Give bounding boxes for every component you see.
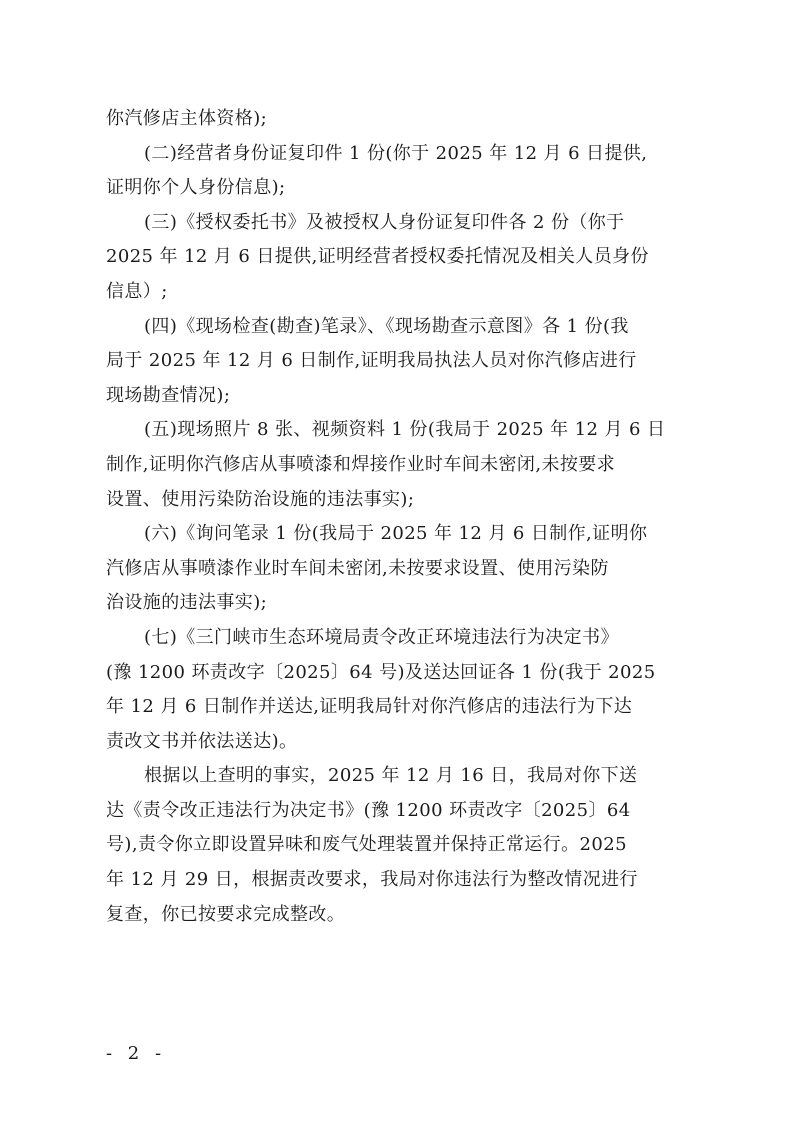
text-line: 局于 2025 年 12 月 6 日制作,证明我局执法人员对你汽修店进行 bbox=[106, 350, 637, 372]
page-number: - 2 - bbox=[106, 1043, 167, 1064]
text-line: 设置、使用污染防治设施的违法事实); bbox=[106, 488, 415, 510]
text-line: 证明你个人身份信息); bbox=[106, 177, 286, 199]
text-line: 2025 年 12 月 6 日提供,证明经营者授权委托情况及相关人员身份 bbox=[106, 246, 649, 268]
text-line: (六)《询问笔录 1 份(我局于 2025 年 12 月 6 日制作,证明你 bbox=[144, 523, 648, 545]
text-line: (四)《现场检查(勘查)笔录》、《现场勘查示意图》各 1 份(我 bbox=[144, 315, 629, 337]
text-line: 根据以上查明的事实，2025 年 12 月 16 日，我局对你下送 bbox=[144, 765, 638, 787]
text-line: (三)《授权委托书》及被授权人身份证复印件各 2 份（你于 bbox=[144, 211, 625, 233]
text-line: 制作,证明你汽修店从事喷漆和焊接作业时车间未密闭,未按要求 bbox=[106, 453, 616, 475]
document-body bbox=[106, 102, 694, 932]
text-line: 信息）; bbox=[106, 280, 168, 302]
text-line: 汽修店从事喷漆作业时车间未密闭,未按要求设置、使用污染防 bbox=[106, 557, 609, 579]
text-line: (二)经营者身份证复印件 1 份(你于 2025 年 12 月 6 日提供, bbox=[144, 142, 648, 164]
text-line: 年 12 月 6 日制作并送达,证明我局针对你汽修店的违法行为下达 bbox=[106, 696, 633, 718]
text-line: 现场勘查情况); bbox=[106, 384, 231, 406]
text-line: 复查，你已按要求完成整改。 bbox=[106, 903, 346, 925]
text-line: 你汽修店主体资格); bbox=[106, 108, 268, 129]
text-line: (豫 1200 环责改字〔2025〕64 号)及送达回证各 1 份(我于 2025 bbox=[106, 661, 656, 683]
text-line: 达《责令改正违法行为决定书》(豫 1200 环责改字〔2025〕64 bbox=[106, 799, 631, 821]
text-line: (五)现场照片 8 张、视频资料 1 份(我局于 2025 年 12 月 6 日 bbox=[144, 419, 666, 441]
text-line: 号),责令你立即设置异味和废气处理装置并保持正常运行。2025 bbox=[106, 834, 627, 856]
text-line: 年 12 月 29 日，根据责改要求，我局对你违法行为整改情况进行 bbox=[106, 869, 638, 891]
text-line: 治设施的违法事实); bbox=[106, 592, 268, 614]
text-line: 责改文书并依法送达)。 bbox=[106, 730, 298, 752]
text-line: (七)《三门峡市生态环境局责令改正环境违法行为决定书》 bbox=[144, 626, 619, 648]
